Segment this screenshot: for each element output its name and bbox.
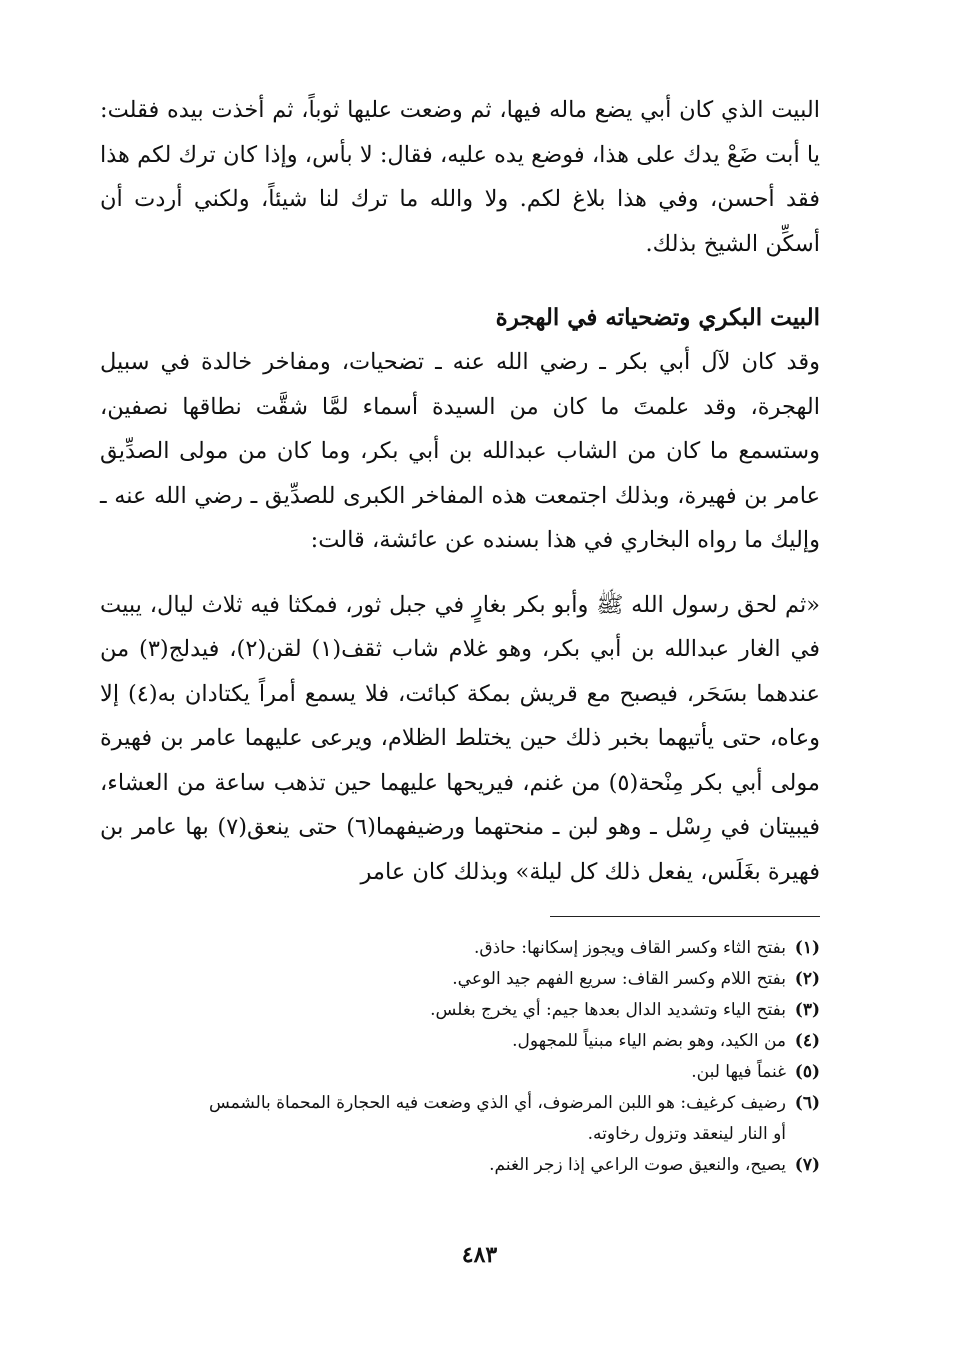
- footnote-number: (٢): [794, 969, 820, 989]
- footnote-1: [100, 933, 820, 964]
- footnote-4: [100, 1026, 820, 1057]
- footnote-number: (٦): [794, 1093, 820, 1113]
- section-heading: البيت البكري وتضحياته في الهجرة: [495, 304, 820, 331]
- footnotes-list: [100, 933, 820, 1181]
- footnote-2: [100, 964, 820, 995]
- quote-paragraph: «ثم لحق رسول الله ﷺ وأبو بكر بغارٍ في جبل ثور، فمكثا فيه ثلاث ليال، يبيت في الغار عبدالله بن أبي بكر، وهو غلام شاب ثقف(١) لقن(٢)، فيدلج(٣) من عندهما بسَحَر، فيصبح مع قريش بمكة كبائت، فلا يسمع أمراً يكتادان به(٤) إلا وعاه، حتى يأتيهما بخبر ذلك حين يختلط الظلام، ويرعى عليهما عامر بن فهيرة مولى أبي بكر مِنْحة(٥) من غنم، فيريحها عليهما حين تذهب ساعة من العشاء، فيبيتان في رِسْل ـ وهو لبن ـ منحتهما ورضيفهما(٦) حتى ينعق(٧) بها عامر بن فهيرة بغَلَس، يفعل ذلك كل ليلة» وبذلك كان عامر: [100, 591, 820, 885]
- footnote-text: يصيح، والنعيق صوت الراعي إذا زجر الغنم.: [489, 1155, 786, 1175]
- footnote-5: [100, 1057, 820, 1088]
- footnote-number: (١): [794, 938, 820, 958]
- section-paragraph: وقد كان لآل أبي بكر ـ رضي الله عنه ـ تضحيات، ومفاخر خالدة في سبيل الهجرة، وقد علمتَ ما كان من السيدة أسماء لمَّا شقَّت نطاقها نصفين، وستسمع ما كان من الشاب عبدالله بن أبي بكر، وما كان من مولى الصدِّيق عامر بن فهيرة، وبذلك اجتمعت هذه المفاخر الكبرى للصدِّيق ـ رضي الله عنه ـ وإليك ما رواه البخاري في هذا بسنده عن عائشة، قالت:: [100, 349, 820, 553]
- footnote-text: بفتح اللام وكسر القاف: سريع الفهم جيد الوعي.: [452, 969, 786, 989]
- footnote-number: (٤): [794, 1031, 820, 1051]
- footnote-3: [100, 995, 820, 1026]
- footnote-continuation: أو النار لينعقد وتزول رخاوته.: [587, 1124, 786, 1144]
- footnote-6: [100, 1088, 820, 1150]
- page-number: ٤٨٣: [461, 1242, 498, 1268]
- intro-paragraph: البيت الذي كان أبي يضع ماله فيها، ثم وضعت عليها ثوباً، ثم أخذت بيده فقلت: يا أبت ضَعْ يدك على هذا، فوضع يده عليه، فقال: لا بأس، وإذا كان ترك لكم هذا فقد أحسن، وفي هذا بلاغ لكم. ولا والله ما ترك لنا شيئاً، ولكني أردت أن أسكِّن الشيخ بذلك.: [100, 97, 820, 257]
- footnote-text: رضيف كرغيف: هو اللبن المرضوف، أي الذي وضعت فيه الحجارة المحماة بالشمس: [208, 1093, 786, 1113]
- footnote-number: (٧): [794, 1155, 820, 1175]
- footnote-text: بفتح الثاء وكسر القاف ويجوز إسكانها: حاذق.: [474, 938, 786, 958]
- footnote-text: غنماً فيها لبن.: [691, 1062, 786, 1082]
- footnote-number: (٣): [794, 1000, 820, 1020]
- page-body: [100, 88, 820, 1181]
- footnote-number: (٥): [794, 1062, 820, 1082]
- footnote-text: من الكيد، وهو بضم الياء مبنياً للمجهول.: [512, 1031, 786, 1051]
- footnote-divider: [550, 916, 820, 917]
- footnote-text: بفتح الياء وتشديد الدال بعدها جيم: أي يخرج بغلس.: [430, 1000, 786, 1020]
- footnote-7: [100, 1150, 820, 1181]
